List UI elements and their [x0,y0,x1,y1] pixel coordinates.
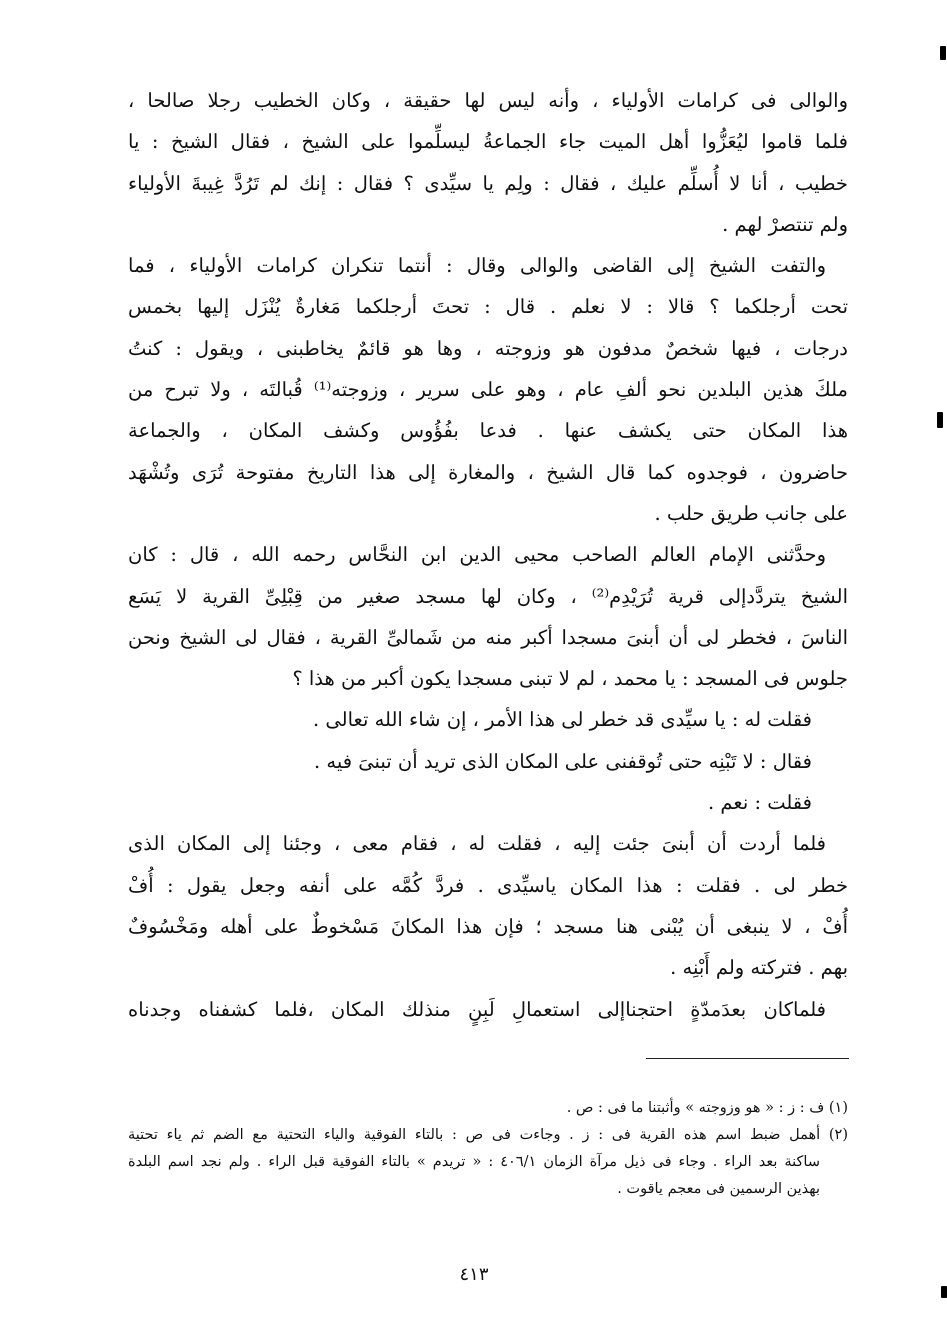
text-line: حاضرون ، فوجدوه كما قال الشيخ ، والمغارة إلى هذا التاريخ مفتوحة تُرَى وتُشْهَد [128,460,848,484]
text-line: الشيخ يتردَّدإلى قرية تُرَيْدِم⁽²⁾ ، وكان لها مسجد صغير من قِبْلِىِّ القرية لا يَسَع [128,584,848,608]
text-line: خطر لى . فقلت : هذا المكان ياسيِّدى . فردَّ كُمَّه على أنفه وجعل يقول : أُفْ [128,873,848,897]
text-line: تحت أرجلكما ؟ قالا : لا نعلم . قال : تحتَ أرجلكما مَغارةٌ يُنْزَل إليها بخمس [128,295,848,319]
margin-mark [937,412,943,428]
text-line: ملكَ هذين البلدين نحو ألفِ عام ، وهو على سرير ، وزوجته⁽¹⁾ قُبالتَه ، ولا تبرح من [128,378,848,402]
footnote-line: ساكنة بعد الراء . وجاء فى ذيل مرآة الزمان ٤٠٦/١ : « تريدم » بالتاء الفوقية قبل الراء . ولم نجد اسم البلدة [128,1154,820,1170]
text-line: جلوس فى المسجد : يا محمد ، لم لا تبنى مسجدا يكون أكبر من هذا ؟ [292,667,848,691]
text-line: هذا المكان حتى يكشف عنها . فدعا بفُؤُوس وكشف المكان ، والجماعة [128,419,848,443]
text-line: فلماكان بعدَمدّةٍ احتجناإلى استعمالِ لَبِنٍ منذلك المكان ،فلما كشفناه وجدناه [128,997,826,1021]
text-line: وحدَّثنى الإمام العالم الصاحب محيى الدين ابن النحَّاس رحمه الله ، قال : كان [128,543,826,567]
text-line: فقلت : نعم . [708,791,812,815]
page-number: ٤١٣ [459,1264,489,1285]
footnotes-block [128,1095,848,1203]
text-line: والوالى فى كرامات الأولياء ، وأنه ليس لها حقيقة ، وكان الخطيب رجلا صالحا ، [128,89,848,112]
text-line: على جانب طريق حلب . [654,501,848,525]
margin-mark [941,1286,947,1298]
text-line: درجات ، فيها شخصٌ مدفون هو وزوجته ، وها هو قائمٌ يخاطبنى ، ويقول : كنتُ [128,336,848,360]
text-line: فقال : لا تَبْنِه حتى تُوقفنى على المكان الذى تريد أن تبنىَ فيه . [314,749,812,773]
text-line: فقلت له : يا سيِّدى قد خطر لى هذا الأمر ، إن شاء الله تعالى . [313,708,812,732]
main-text-block [128,80,848,1030]
text-line: والتفت الشيخ إلى القاضى والوالى وقال : أنتما تنكران كرامات الأولياء ، فما [128,254,826,278]
text-line: الناسَ ، فخطر لى أن أبنىَ مسجدا أكبر منه من شَمالىِّ القرية ، فقال لى الشيخ ونحن [128,625,848,649]
text-line: فلما قاموا ليُعَزُّوا أهل الميت جاء الجماعةُ ليسلِّموا على الشيخ ، فقال الشيخ : يا [128,130,848,154]
text-line: بهم . فتركته ولم أَبْنِه . [670,956,848,980]
text-line: خطيب ، أنا لا أُسلِّم عليك ، فقال : ولِم يا سيِّدى ؟ فقال : إنك لم تَرُدَّ غِيبةَ الأولياء [128,171,848,195]
margin-mark [940,46,946,60]
text-line: ولم تنتصرْ لهم . [722,212,848,236]
footnote-line: (١) ف : ز : « هو وزوجته » وأثبتنا ما فى : ص . [566,1100,848,1116]
text-line: أُفْ ، لا ينبغى أن يُبْنى هنا مسجد ؛ فإن هذا المكانَ مَسْخوطٌ على أهله ومَخْسُوفٌ [128,914,848,938]
footnote-line: بهذين الرسمين فى معجم ياقوت . [617,1181,820,1197]
footnote-separator [646,1058,849,1059]
footnote-line: (٢) أهمل ضبط اسم هذه القرية فى : ز . وجاءت فى ص : بالتاء الفوقية والياء التحتية مع الضم ثم ياء تحتية [128,1127,848,1143]
text-line: فلما أردت أن أبنىَ جئت إليه ، فقلت له ، فقام معى ، وجئنا إلى المكان الذى [128,832,826,856]
